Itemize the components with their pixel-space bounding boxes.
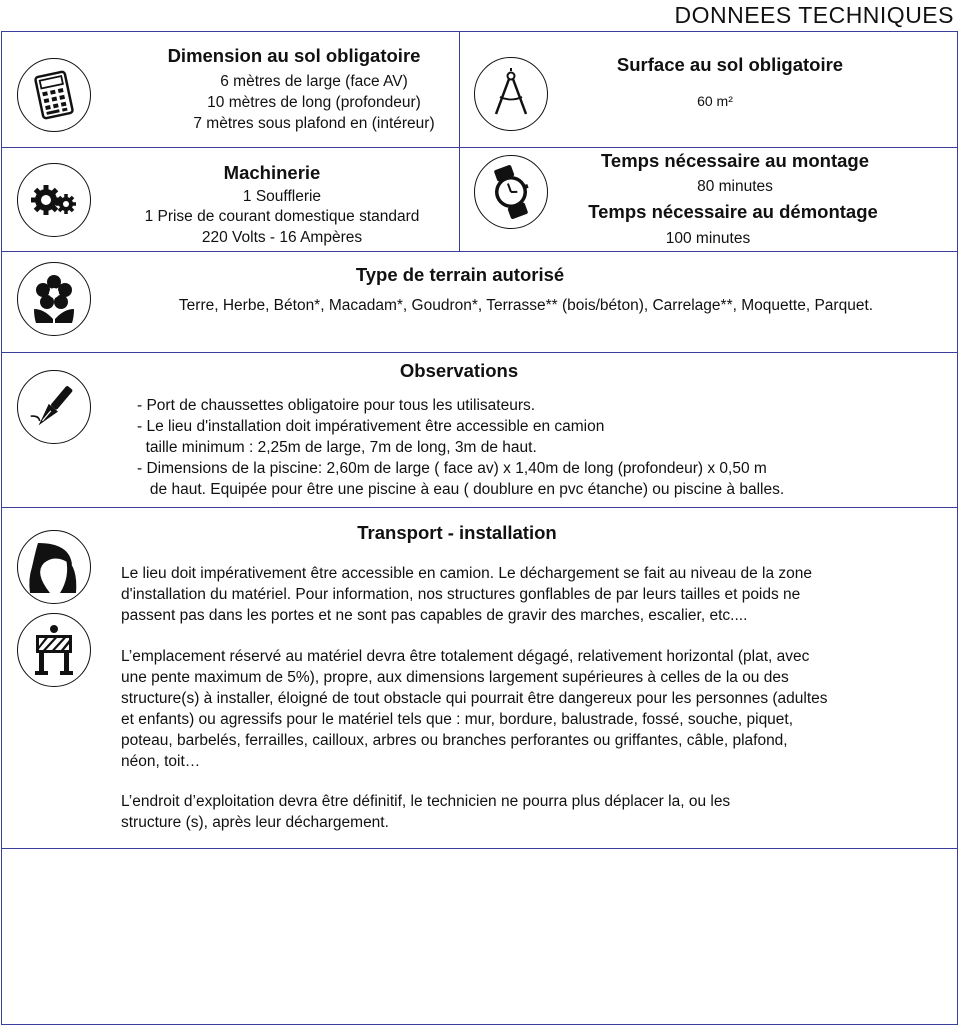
demontage-heading: Temps nécessaire au démontage <box>588 201 878 222</box>
transport-line: structure (s), après leur déchargement. <box>121 814 389 831</box>
roadwork-barrier-icon <box>17 613 91 687</box>
montage-value: 80 minutes <box>697 178 773 195</box>
demontage-value: 100 minutes <box>665 230 751 247</box>
wristwatch-icon <box>474 155 548 229</box>
transport-paragraph-3 <box>121 791 921 833</box>
transport-line: une pente maximum de 5%), propre, aux dimensions largement supérieures à celles de la ou des <box>121 669 789 686</box>
divider <box>1 251 958 252</box>
dimension-heading: Dimension au sol obligatoire <box>167 45 421 66</box>
transport-line: L’endroit d’exploitation devra être définitif, le technicien ne pourra plus déplacer la, ou les <box>121 793 731 810</box>
machinerie-heading: Machinerie <box>223 162 321 183</box>
transport-line: et enfants) ou agressifs pour le matériel tels que : mur, bordure, balustrade, fossé, souche, piquet, <box>121 711 794 728</box>
surface-value: 60 m² <box>697 93 733 109</box>
pen-icon <box>17 370 91 444</box>
transport-line: néon, toit… <box>121 753 201 770</box>
transport-heading: Transport - installation <box>357 522 557 543</box>
surface-heading: Surface au sol obligatoire <box>616 54 844 75</box>
terrain-text: Terre, Herbe, Béton*, Macadam*, Goudron*, Terrasse** (bois/béton), Carrelage**, Moquette, Parquet. <box>178 297 874 314</box>
compass-icon <box>474 57 548 131</box>
divider <box>1 507 958 508</box>
observations-heading: Observations <box>399 360 519 381</box>
dimension-line: 6 mètres de large (face AV) <box>220 73 408 90</box>
divider <box>1 352 958 353</box>
transport-line: L’emplacement réservé au matériel devra être totalement dégagé, relativement horizontal (plat, avec <box>121 648 810 665</box>
observation-line: taille minimum : 2,25m de large, 7m de long, 3m de haut. <box>137 439 537 456</box>
page-title: DONNEES TECHNIQUES <box>674 2 954 28</box>
montage-heading: Temps nécessaire au montage <box>600 150 869 171</box>
transport-line: d'installation du matériel. Pour information, nos structures gonflables de par leurs tailles et poids ne <box>121 586 801 603</box>
transport-line: structure(s) à installer, éloigné de tout obstacle qui pourrait être dangereux pour les personnes (adultes <box>121 690 828 707</box>
machinerie-line: 1 Soufflerie <box>242 188 322 205</box>
machinerie-line: 1 Prise de courant domestique standard <box>144 208 420 225</box>
divider <box>1 848 958 849</box>
divider <box>459 32 460 251</box>
transport-line: poteau, barbelés, ferrailles, cailloux, arbres ou branches perforantes ou griffantes, câble, plafond, <box>121 732 788 749</box>
flower-icon <box>17 262 91 336</box>
observation-line: - Port de chaussettes obligatoire pour tous les utilisateurs. <box>137 397 536 414</box>
terrain-heading: Type de terrain autorisé <box>355 264 565 285</box>
observation-line: - Le lieu d'installation doit impérativement être accessible en camion <box>137 418 605 435</box>
divider <box>1 147 958 148</box>
calculator-icon <box>17 58 91 132</box>
dimension-line: 7 mètres sous plafond en (intéreur) <box>193 115 435 132</box>
road-icon <box>17 530 91 604</box>
dimension-line: 10 mètres de long (profondeur) <box>207 94 421 111</box>
transport-paragraph-2 <box>121 646 921 772</box>
transport-paragraph-1 <box>121 563 921 626</box>
transport-line: passent pas dans les portes et ne sont pas capables de gravir des marches, escalier, etc.... <box>121 607 748 624</box>
transport-line: Le lieu doit impérativement être accessible en camion. Le déchargement se fait au niveau de la zone <box>121 565 813 582</box>
gears-icon <box>17 163 91 237</box>
observation-line: de haut. Equipée pour être une piscine à eau ( doublure en pvc étanche) ou piscine à balles. <box>137 481 785 498</box>
machinerie-line: 220 Volts - 16 Ampères <box>201 229 363 246</box>
observation-line: - Dimensions de la piscine: 2,60m de large ( face av) x 1,40m de long (profondeur) x 0,50 m <box>137 460 767 477</box>
